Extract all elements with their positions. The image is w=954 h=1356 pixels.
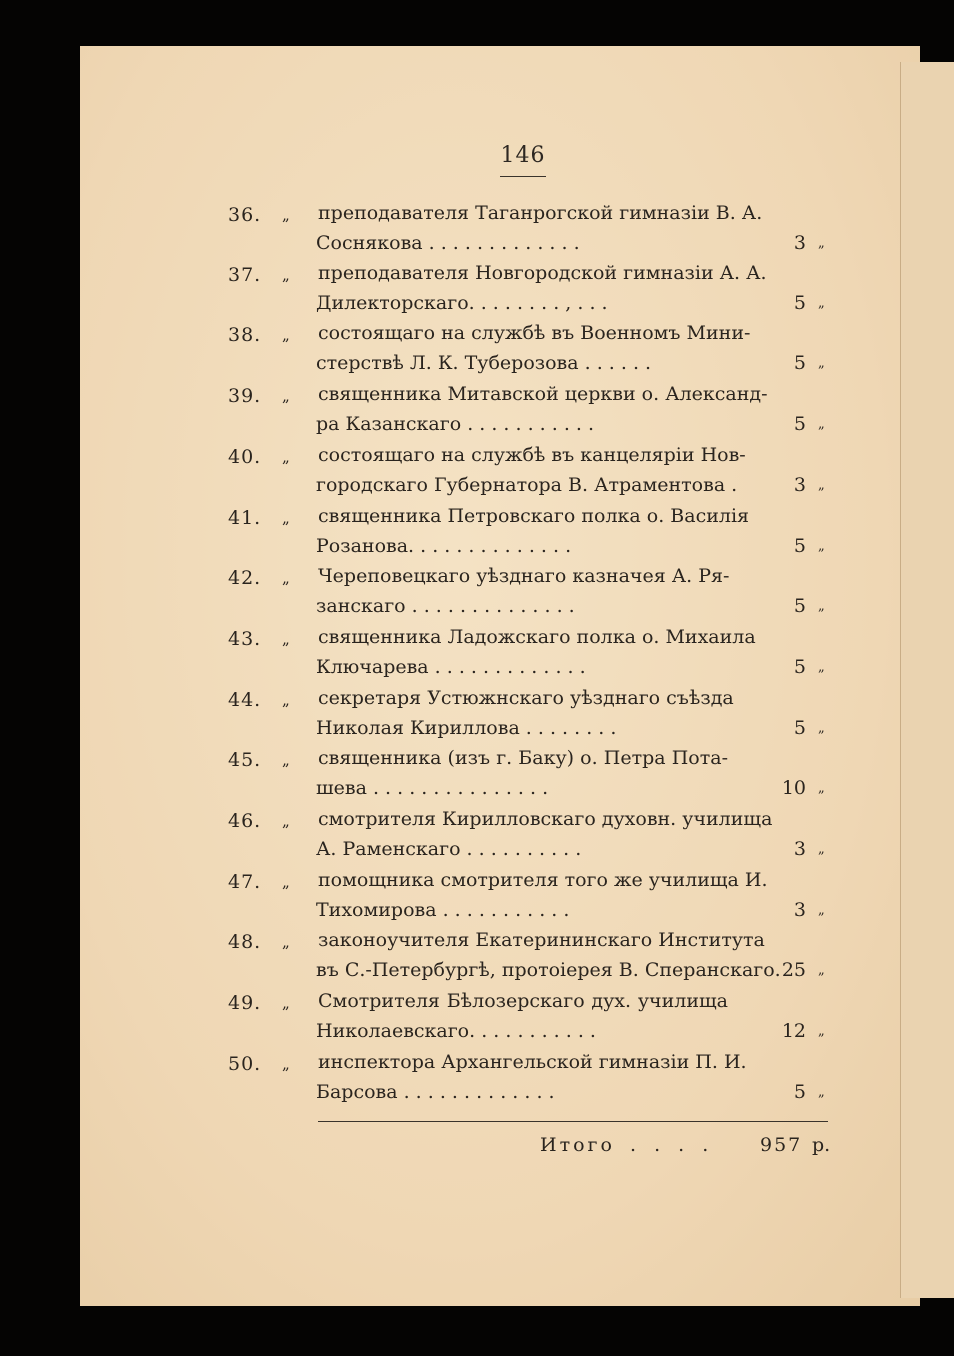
ditto-mark: „ bbox=[282, 630, 290, 648]
amount-ditto-mark: „ bbox=[818, 903, 825, 918]
ditto-mark: „ bbox=[282, 873, 290, 891]
entry-text-line-2: Дилекторскаго. . . . . . . . , . . . bbox=[316, 292, 608, 314]
entry-text-line-1: Смотрителя Бѣлозерскаго дух. училища bbox=[318, 990, 728, 1012]
entry-text-line-1: священника Ладожскаго полка о. Михаила bbox=[318, 626, 756, 648]
entry-number: 46. bbox=[228, 810, 262, 832]
entry-number: 42. bbox=[228, 567, 262, 589]
entry-text-line-1: преподавателя Новгородской гимназіи А. А. bbox=[318, 262, 767, 284]
ditto-mark: „ bbox=[282, 1055, 290, 1073]
total-value: 957 bbox=[760, 1134, 803, 1156]
ditto-mark: „ bbox=[282, 266, 290, 284]
total-leader-dots: . . . . bbox=[630, 1134, 715, 1156]
entry-text-line-2: въ С.-Петербургѣ, протоіерея В. Сперанскаго. bbox=[316, 959, 781, 981]
entry-text-line-1: законоучителя Екатерининскаго Института bbox=[318, 929, 765, 951]
entry-amount: 5 bbox=[793, 717, 806, 739]
list-entry bbox=[0, 745, 954, 805]
entry-text-line-2: Розанова. . . . . . . . . . . . . . bbox=[316, 535, 572, 557]
entry-number: 40. bbox=[228, 446, 262, 468]
entry-amount: 10 bbox=[781, 777, 806, 799]
total-rule bbox=[318, 1121, 828, 1122]
list-entry bbox=[0, 563, 954, 623]
entry-number: 47. bbox=[228, 871, 262, 893]
list-entry bbox=[0, 442, 954, 502]
amount-ditto-mark: „ bbox=[818, 963, 825, 978]
ditto-mark: „ bbox=[282, 387, 290, 405]
entry-number: 49. bbox=[228, 992, 262, 1014]
entry-amount: 5 bbox=[793, 595, 806, 617]
entry-text-line-2: шева . . . . . . . . . . . . . . . bbox=[316, 777, 549, 799]
entry-amount: 5 bbox=[793, 1081, 806, 1103]
entry-text-line-2: Николая Кириллова . . . . . . . . bbox=[316, 717, 617, 739]
ditto-mark: „ bbox=[282, 933, 290, 951]
amount-ditto-mark: „ bbox=[818, 721, 825, 736]
entry-text-line-1: смотрителя Кирилловскаго духовн. училища bbox=[318, 808, 773, 830]
entry-text-line-1: священника Митавской церкви о. Александ- bbox=[318, 383, 768, 405]
entry-text-line-2: Тихомирова . . . . . . . . . . . bbox=[316, 899, 570, 921]
entry-number: 45. bbox=[228, 749, 262, 771]
ditto-mark: „ bbox=[282, 326, 290, 344]
entry-text-line-1: состоящаго на службѣ въ канцеляріи Нов- bbox=[318, 444, 746, 466]
amount-ditto-mark: „ bbox=[818, 1085, 825, 1100]
entry-text-line-2: А. Раменскаго . . . . . . . . . . bbox=[316, 838, 582, 860]
entry-number: 43. bbox=[228, 628, 262, 650]
amount-ditto-mark: „ bbox=[818, 296, 825, 311]
entry-text-line-1: секретаря Устюжнскаго уѣзднаго съѣзда bbox=[318, 687, 734, 709]
entry-amount: 3 bbox=[793, 838, 806, 860]
list-entry bbox=[0, 260, 954, 320]
ditto-mark: „ bbox=[282, 206, 290, 224]
entry-text-line-1: состоящаго на службѣ въ Военномъ Мини- bbox=[318, 322, 751, 344]
total-label: Итого bbox=[540, 1134, 615, 1156]
entry-text-line-1: преподавателя Таганрогской гимназіи В. А. bbox=[318, 202, 763, 224]
ditto-mark: „ bbox=[282, 509, 290, 527]
amount-ditto-mark: „ bbox=[818, 539, 825, 554]
list-entry bbox=[0, 381, 954, 441]
entry-text-line-2: Николаевскаго. . . . . . . . . . . bbox=[316, 1020, 596, 1042]
entry-number: 37. bbox=[228, 264, 262, 286]
ditto-mark: „ bbox=[282, 569, 290, 587]
list-entry bbox=[0, 503, 954, 563]
list-entry bbox=[0, 685, 954, 745]
entry-text-line-1: помощника смотрителя того же училища И. bbox=[318, 869, 768, 891]
amount-ditto-mark: „ bbox=[818, 1024, 825, 1039]
amount-ditto-mark: „ bbox=[818, 236, 825, 251]
entry-text-line-2: стерствѣ Л. К. Туберозова . . . . . . bbox=[316, 352, 652, 374]
total-currency-unit: р. bbox=[812, 1134, 831, 1156]
entry-text-line-2: ра Казанскаго . . . . . . . . . . . bbox=[316, 413, 595, 435]
entry-amount: 5 bbox=[793, 535, 806, 557]
list-entry bbox=[0, 988, 954, 1048]
list-entry bbox=[0, 624, 954, 684]
ditto-mark: „ bbox=[282, 691, 290, 709]
entry-text-line-1: священника Петровскаго полка о. Василія bbox=[318, 505, 750, 527]
amount-ditto-mark: „ bbox=[818, 842, 825, 857]
entry-amount: 5 bbox=[793, 292, 806, 314]
ditto-mark: „ bbox=[282, 448, 290, 466]
entry-text-line-1: священника (изъ г. Баку) о. Петра Пота- bbox=[318, 747, 728, 769]
amount-ditto-mark: „ bbox=[818, 781, 825, 796]
list-entry bbox=[0, 200, 954, 260]
ditto-mark: „ bbox=[282, 812, 290, 830]
entry-amount: 12 bbox=[781, 1020, 806, 1042]
entry-number: 44. bbox=[228, 689, 262, 711]
entry-text-line-2: занскаго . . . . . . . . . . . . . . bbox=[316, 595, 575, 617]
entry-amount: 5 bbox=[793, 656, 806, 678]
list-entry bbox=[0, 806, 954, 866]
ditto-mark: „ bbox=[282, 751, 290, 769]
entry-text-line-1: Череповецкаго уѣзднаго казначея А. Ря- bbox=[318, 565, 730, 587]
amount-ditto-mark: „ bbox=[818, 660, 825, 675]
entry-text-line-2: Соснякова . . . . . . . . . . . . . bbox=[316, 232, 580, 254]
page-number-underline bbox=[500, 176, 546, 177]
entry-text-line-2: Ключарева . . . . . . . . . . . . . bbox=[316, 656, 586, 678]
amount-ditto-mark: „ bbox=[818, 356, 825, 371]
entry-number: 38. bbox=[228, 324, 262, 346]
amount-ditto-mark: „ bbox=[818, 478, 825, 493]
ditto-mark: „ bbox=[282, 994, 290, 1012]
entry-amount: 5 bbox=[793, 413, 806, 435]
page-number: 146 bbox=[500, 143, 546, 168]
entry-amount: 3 bbox=[793, 474, 806, 496]
list-entry bbox=[0, 320, 954, 380]
amount-ditto-mark: „ bbox=[818, 599, 825, 614]
entry-text-line-2: Барсова . . . . . . . . . . . . . bbox=[316, 1081, 555, 1103]
entry-text-line-2: городскаго Губернатора В. Атраментова . bbox=[316, 474, 738, 496]
entry-text-line-1: инспектора Архангельской гимназіи П. И. bbox=[318, 1051, 747, 1073]
list-entry bbox=[0, 1049, 954, 1109]
entry-amount: 25 bbox=[781, 959, 806, 981]
entry-amount: 5 bbox=[793, 352, 806, 374]
list-entry bbox=[0, 867, 954, 927]
list-entry bbox=[0, 927, 954, 987]
entry-number: 36. bbox=[228, 204, 262, 226]
entry-number: 41. bbox=[228, 507, 262, 529]
entry-number: 48. bbox=[228, 931, 262, 953]
entry-number: 39. bbox=[228, 385, 262, 407]
amount-ditto-mark: „ bbox=[818, 417, 825, 432]
entry-amount: 3 bbox=[793, 232, 806, 254]
entry-amount: 3 bbox=[793, 899, 806, 921]
entry-number: 50. bbox=[228, 1053, 262, 1075]
